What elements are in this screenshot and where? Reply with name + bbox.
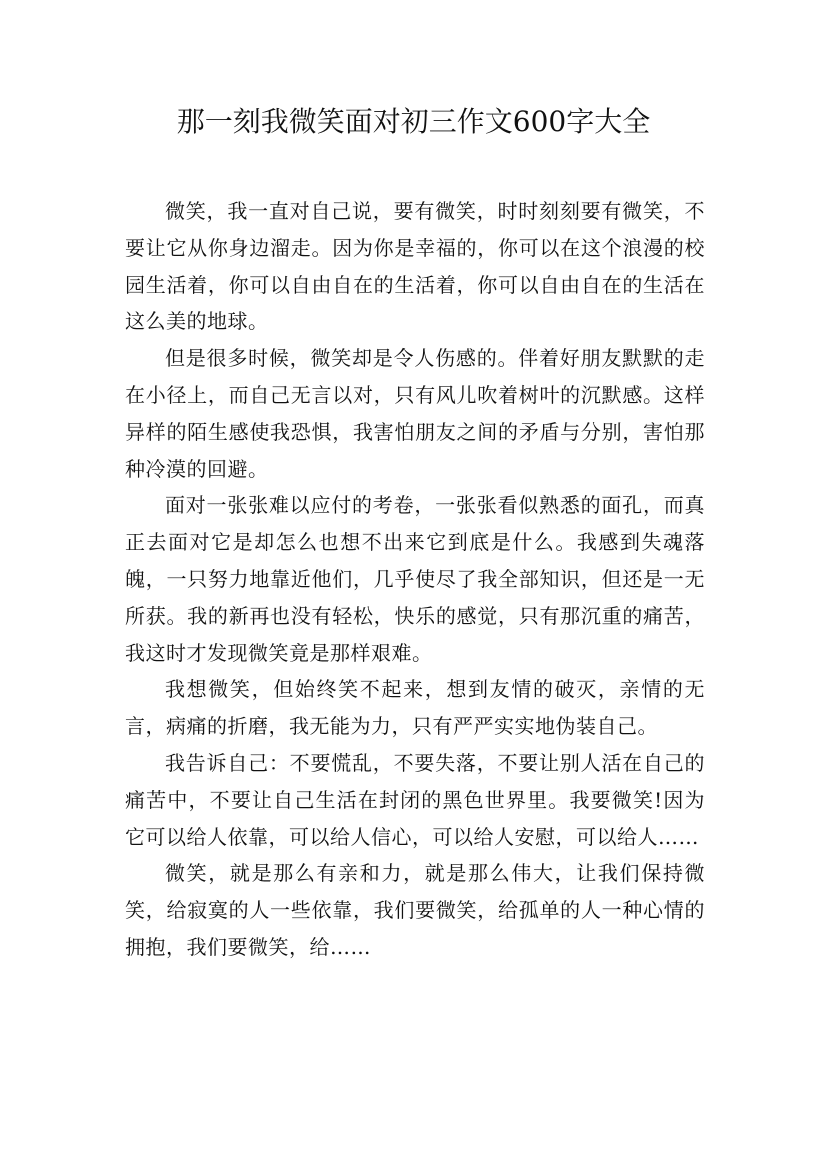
document-body	[125, 193, 705, 966]
document-title: 那一刻我微笑面对初三作文600字大全	[176, 105, 651, 138]
paragraph-5: 我告诉自己：不要慌乱，不要失落，不要让别人活在自己的痛苦中，不要让自己生活在封闭的黑色世界里。我要微笑!因为它可以给人依靠，可以给人信心，可以给人安慰，可以给人……	[125, 750, 705, 849]
paragraph-4: 我想微笑，但始终笑不起来，想到友情的破灭，亲情的无言，病痛的折磨，我无能为力，只有严严实实地伪装自己。	[125, 677, 705, 739]
paragraph-2: 但是很多时候，微笑却是令人伤感的。伴着好朋友默默的走在小径上，而自己无言以对，只有风儿吹着树叶的沉默感。这样异样的陌生感使我恐惧，我害怕朋友之间的矛盾与分别，害怕那种冷漠的回避。	[125, 346, 705, 481]
paragraph-6: 微笑，就是那么有亲和力，就是那么伟大，让我们保持微笑，给寂寞的人一些依靠，我们要微笑，给孤单的人一种心情的拥抱，我们要微笑，给……	[125, 861, 705, 959]
paragraph-1: 微笑，我一直对自己说，要有微笑，时时刻刻要有微笑，不要让它从你身边溜走。因为你是幸福的，你可以在这个浪漫的校园生活着，你可以自由自在的生活着，你可以自由自在的生活在这么美的地球。	[125, 199, 705, 334]
paragraph-3: 面对一张张难以应付的考卷，一张张看似熟悉的面孔，而真正去面对它是却怎么也想不出来它到底是什么。我感到失魂落魄，一只努力地靠近他们，几乎使尽了我全部知识，但还是一无所获。我的新再也没有轻松，快乐的感觉，只有那沉重的痛苦，我这时才发现微笑竟是那样艰难。	[125, 493, 705, 665]
